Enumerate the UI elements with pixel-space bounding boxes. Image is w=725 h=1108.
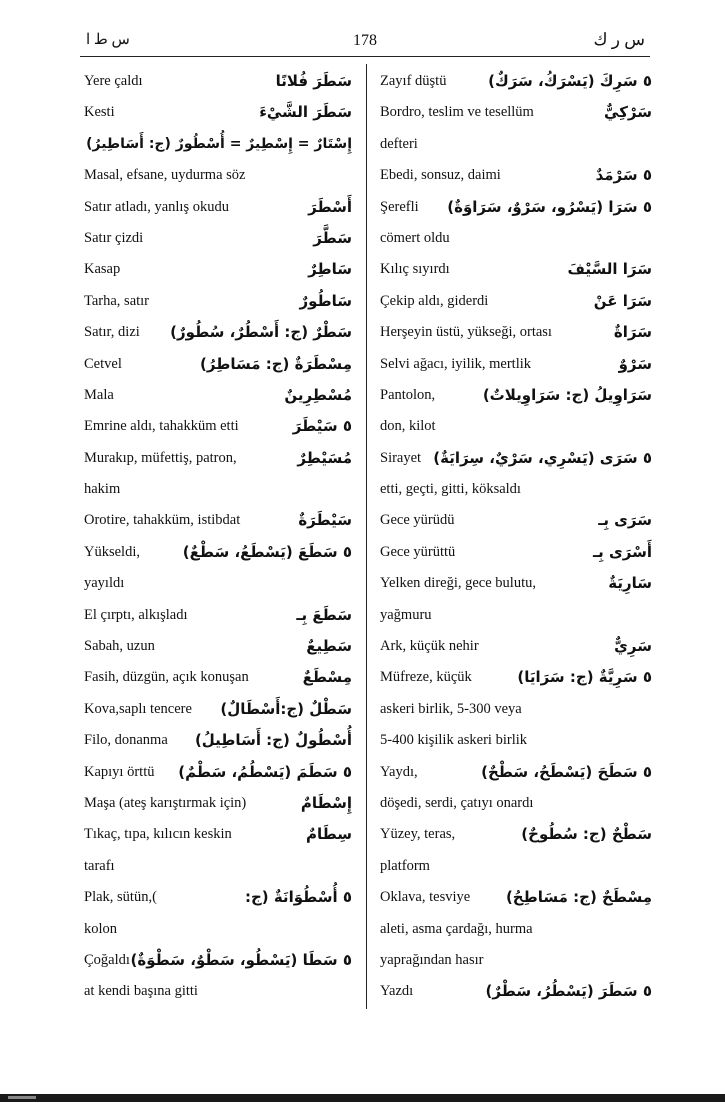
dictionary-entry-row (380, 349, 652, 380)
arabic-headword: سَطَعَ بِـ (296, 605, 352, 624)
arabic-headword: سَاطُورٌ (299, 291, 352, 310)
turkish-meaning: Kasap (84, 261, 121, 278)
dictionary-entry-row (84, 349, 352, 380)
arabic-headword: ٥ سَرِكَ (يَسْرَكُ، سَرَكٌ) (488, 72, 652, 90)
turkish-meaning: Maşa (ateş karıştırmak için) (84, 794, 247, 811)
dictionary-entry-row (380, 568, 652, 599)
turkish-meaning: döşedi, serdi, çatıyı onardı (380, 794, 534, 811)
turkish-meaning: yayıldı (84, 575, 125, 592)
turkish-meaning: El çırptı, alkışladı (84, 606, 188, 623)
dictionary-entry-row (380, 474, 652, 505)
dictionary-entry-row (84, 976, 352, 1007)
dictionary-entry-row (380, 223, 652, 254)
dictionary-entry-row (380, 757, 652, 788)
turkish-meaning: Tarha, satır (84, 292, 150, 309)
page-header (0, 26, 725, 56)
dictionary-entry-row (380, 129, 652, 160)
dictionary-entry-row (380, 788, 652, 819)
turkish-meaning: Kova,saplı tencere (84, 700, 192, 717)
dictionary-entry-row (380, 819, 652, 850)
turkish-meaning: Gece yürüttü (380, 543, 456, 560)
dictionary-entry-row (380, 631, 652, 662)
arabic-headword: ٥ سَرَا (يَسْرُو، سَرْوٌ، سَرَاوَةٌ) (447, 197, 652, 216)
dictionary-entry-row (380, 725, 652, 756)
arabic-headword: مُسْطِرِينٌ (284, 385, 352, 404)
arabic-headword: أَسْرَى بِـ (593, 542, 652, 561)
dictionary-entry-row (380, 443, 652, 474)
turkish-meaning: Herşeyin üstü, yükseği, ortası (380, 324, 552, 341)
dictionary-entry-row (84, 192, 352, 223)
header-letters-right: س ر ك (593, 30, 645, 49)
arabic-headword: سَطِيعٌ (306, 637, 352, 656)
turkish-meaning: etti, geçti, gitti, köksaldı (380, 481, 521, 498)
arabic-headword: سَرْكِيٌّ (604, 103, 652, 122)
dictionary-entry-row (84, 537, 352, 568)
arabic-headword: مُسَيْطِرٌ (297, 448, 352, 467)
dictionary-entry-row (84, 223, 352, 254)
turkish-meaning: 5-400 kişilik askeri birlik (380, 732, 527, 749)
arabic-headword: سَطَّرَ (313, 228, 352, 247)
arabic-headword: سَرَى بِـ (598, 511, 652, 530)
dictionary-entry-row (84, 380, 352, 411)
arabic-headword: ٥ سَطَمَ (يَسْطُمُ، سَطْمٌ) (178, 762, 352, 781)
turkish-meaning: Orotire, tahakküm, istibdat (84, 512, 241, 529)
turkish-meaning: Kapıyı örttü (84, 763, 155, 780)
turkish-meaning: Masal, efsane, uydurma söz (84, 167, 246, 184)
dictionary-entry-row (84, 443, 352, 474)
turkish-meaning: aleti, asma çardağı, hurma (380, 920, 533, 937)
dictionary-entry-row (84, 66, 352, 97)
dictionary-entry-row (84, 97, 352, 128)
turkish-meaning: askeri birlik, 5-300 veya (380, 700, 522, 717)
turkish-meaning: hakim (84, 481, 121, 498)
left-column (84, 66, 352, 1008)
arabic-headword: سَاطِرٌ (308, 260, 352, 279)
turkish-meaning: Ark, küçük nehir (380, 638, 479, 655)
dictionary-entry-row (84, 694, 352, 725)
turkish-meaning: Şerefli (380, 198, 419, 215)
turkish-meaning: defteri (380, 135, 418, 152)
right-column (380, 66, 652, 1008)
dictionary-entry-row (84, 819, 352, 850)
dictionary-entry-row (380, 976, 652, 1007)
turkish-meaning: Yazdı (380, 983, 414, 1000)
dictionary-entry-row (380, 380, 652, 411)
arabic-headword: ٥ سَرِيَّةٌ (ج: سَرَايَا) (517, 668, 652, 687)
arabic-headword: إِسْتَارٌ = إِسْطِيرٌ = أُسْطُورٌ (ج: أَسَاطِيرُ) (86, 135, 352, 152)
dictionary-entry-row (84, 160, 352, 191)
turkish-meaning: Yere çaldı (84, 73, 143, 89)
turkish-meaning: Sirayet (380, 449, 422, 466)
dictionary-entry-row (84, 788, 352, 819)
turkish-meaning: Selvi ağacı, iyilik, mertlik (380, 355, 532, 372)
dictionary-entry-row (84, 600, 352, 631)
dictionary-entry-row (380, 192, 652, 223)
turkish-meaning: Zayıf düştü (380, 73, 447, 89)
turkish-meaning: Mala (84, 386, 114, 403)
arabic-headword: ٥ أُسْطُوَانَةٌ (ج: (244, 888, 352, 907)
dictionary-entry-row (380, 317, 652, 348)
arabic-headword: سَطَرَ فُلانًا (275, 72, 352, 90)
arabic-headword: سَارِيَةٌ (608, 574, 652, 593)
turkish-meaning: Çekip aldı, giderdi (380, 292, 489, 309)
arabic-headword: ٥ سَطَرَ (يَسْطُرُ، سَطْرٌ) (485, 982, 652, 1001)
arabic-headword: سَطْحٌ (ج: سُطُوحٌ) (521, 825, 652, 844)
turkish-meaning: Cetvel (84, 355, 122, 372)
dictionary-entry-row (84, 851, 352, 882)
turkish-meaning: Bordro, teslim ve tesellüm (380, 104, 534, 121)
header-letters-left: س ط ا (86, 32, 130, 48)
turkish-meaning: Murakıp, müfettiş, patron, (84, 449, 237, 466)
dictionary-entry-row (380, 505, 652, 536)
dictionary-entry-row (380, 851, 652, 882)
turkish-meaning: Emrine aldı, tahakküm etti (84, 418, 239, 435)
dictionary-entry-row (84, 568, 352, 599)
dictionary-entry-row (380, 662, 652, 693)
header-rule (80, 56, 650, 57)
arabic-headword: سَرِيٌّ (614, 637, 652, 656)
turkish-meaning: Kılıç sıyırdı (380, 261, 450, 278)
arabic-headword: إِسْطَامٌ (300, 793, 352, 812)
turkish-meaning: cömert oldu (380, 229, 450, 246)
turkish-meaning: Kesti (84, 104, 115, 121)
dictionary-entry-row (84, 631, 352, 662)
dictionary-entry-row (380, 286, 652, 317)
arabic-headword: سَيْطَرَةٌ (298, 511, 352, 530)
dictionary-entry-row (84, 286, 352, 317)
turkish-meaning: Fasih, düzgün, açık konuşan (84, 669, 249, 686)
turkish-meaning: yaprağından hasır (380, 951, 484, 968)
turkish-meaning: Sabah, uzun (84, 638, 155, 655)
turkish-meaning: Yaydı, (380, 763, 418, 780)
arabic-headword: ٥ سَطَعَ (يَسْطَعُ، سَطْعٌ) (182, 542, 352, 561)
arabic-headword: سَرْوٌ (618, 354, 652, 373)
turkish-meaning: platform (380, 857, 430, 874)
arabic-headword: ٥ سَيْطَرَ (292, 417, 352, 436)
arabic-headword: مِسْطَحٌ (ج: مَسَاطِحُ) (505, 888, 652, 907)
arabic-headword: سَرَا السَّيْفَ (567, 260, 652, 279)
turkish-meaning: Satır, dizi (84, 324, 140, 341)
turkish-meaning: Satır atladı, yanlış okudu (84, 198, 229, 215)
dictionary-entry-row (380, 537, 652, 568)
arabic-headword: مِسْطَعٌ (302, 668, 352, 687)
turkish-meaning: Satır çizdi (84, 229, 144, 246)
turkish-meaning: Pantolon, (380, 386, 436, 403)
turkish-meaning: Filo, donanma (84, 732, 168, 749)
turkish-meaning: Çoğaldı (84, 951, 130, 968)
turkish-meaning: Müfreze, küçük (380, 669, 472, 686)
arabic-headword: ٥ سَطَحَ (يَسْطَحُ، سَطْحٌ) (481, 762, 652, 781)
dictionary-entry-row (84, 945, 352, 976)
dictionary-entry-row (84, 411, 352, 442)
dictionary-entry-row (380, 160, 652, 191)
dictionary-entry-row (380, 66, 652, 97)
arabic-headword: سَرَاوِيلُ (ج: سَرَاوِيلاتٌ) (482, 385, 652, 404)
dictionary-entry-row (84, 474, 352, 505)
dictionary-entry-row (84, 505, 352, 536)
dictionary-entry-row (380, 254, 652, 285)
turkish-meaning: at kendi başına gitti (84, 983, 198, 1000)
arabic-headword: ٥ سَطَا (يَسْطُو، سَطْوٌ، سَطْوَةٌ) (130, 950, 352, 969)
turkish-meaning: Oklava, tesviye (380, 889, 471, 906)
dictionary-entry-row (380, 600, 652, 631)
turkish-meaning: Yükseldi, (84, 543, 140, 560)
turkish-meaning: yağmuru (380, 606, 432, 623)
dictionary-entry-row (380, 945, 652, 976)
arabic-headword: أُسْطُولٌ (ج: أَسَاطِيلُ) (194, 731, 352, 750)
dictionary-entry-row (380, 914, 652, 945)
turkish-meaning: Yüzey, teras, (380, 826, 456, 843)
turkish-meaning: Gece yürüdü (380, 512, 455, 529)
dictionary-entry-row (84, 129, 352, 160)
page-number: 178 (353, 32, 377, 49)
turkish-meaning: Plak, sütün,( (84, 889, 157, 906)
dictionary-entry-row (84, 882, 352, 913)
dictionary-entry-row (380, 411, 652, 442)
column-divider (366, 64, 367, 1009)
dictionary-entry-row (84, 757, 352, 788)
arabic-headword: ٥ سَرْمَدٌ (595, 166, 652, 185)
turkish-meaning: tarafı (84, 857, 115, 874)
dictionary-entry-row (84, 662, 352, 693)
dictionary-entry-row (84, 317, 352, 348)
arabic-headword: سَطْرٌ (ج: أَسْطُرٌ، سُطُورٌ) (170, 323, 352, 342)
arabic-headword: ٥ سَرَى (يَسْرِي، سَرْيٌ، سِرَايَةٌ) (433, 448, 652, 467)
turkish-meaning: Yelken direği, gece bulutu, (380, 575, 536, 592)
arabic-headword: سَرَا عَنْ (593, 291, 652, 310)
arabic-headword: سَطْلٌ (ج:أَسْطَالٌ) (220, 699, 352, 718)
turkish-meaning: Tıkaç, tıpa, kılıcın keskin (84, 826, 232, 843)
dictionary-entry-row (84, 914, 352, 945)
dictionary-entry-row (380, 882, 652, 913)
arabic-headword: أَسْطَرَ (308, 197, 352, 216)
turkish-meaning: don, kilot (380, 418, 436, 435)
dictionary-entry-row (84, 725, 352, 756)
dictionary-entry-row (380, 97, 652, 128)
turkish-meaning: kolon (84, 920, 118, 937)
turkish-meaning: Ebedi, sonsuz, daimi (380, 167, 501, 184)
scan-edge-bar (0, 1094, 725, 1102)
dictionary-entry-row (380, 694, 652, 725)
arabic-headword: مِسْطَرَةٌ (ج: مَسَاطِرُ) (200, 354, 352, 373)
arabic-headword: سَطَرَ الشَّيْءَ (259, 103, 352, 122)
arabic-headword: سَرَاةٌ (613, 323, 652, 342)
arabic-headword: سِطَامٌ (306, 825, 352, 844)
dictionary-entry-row (84, 254, 352, 285)
